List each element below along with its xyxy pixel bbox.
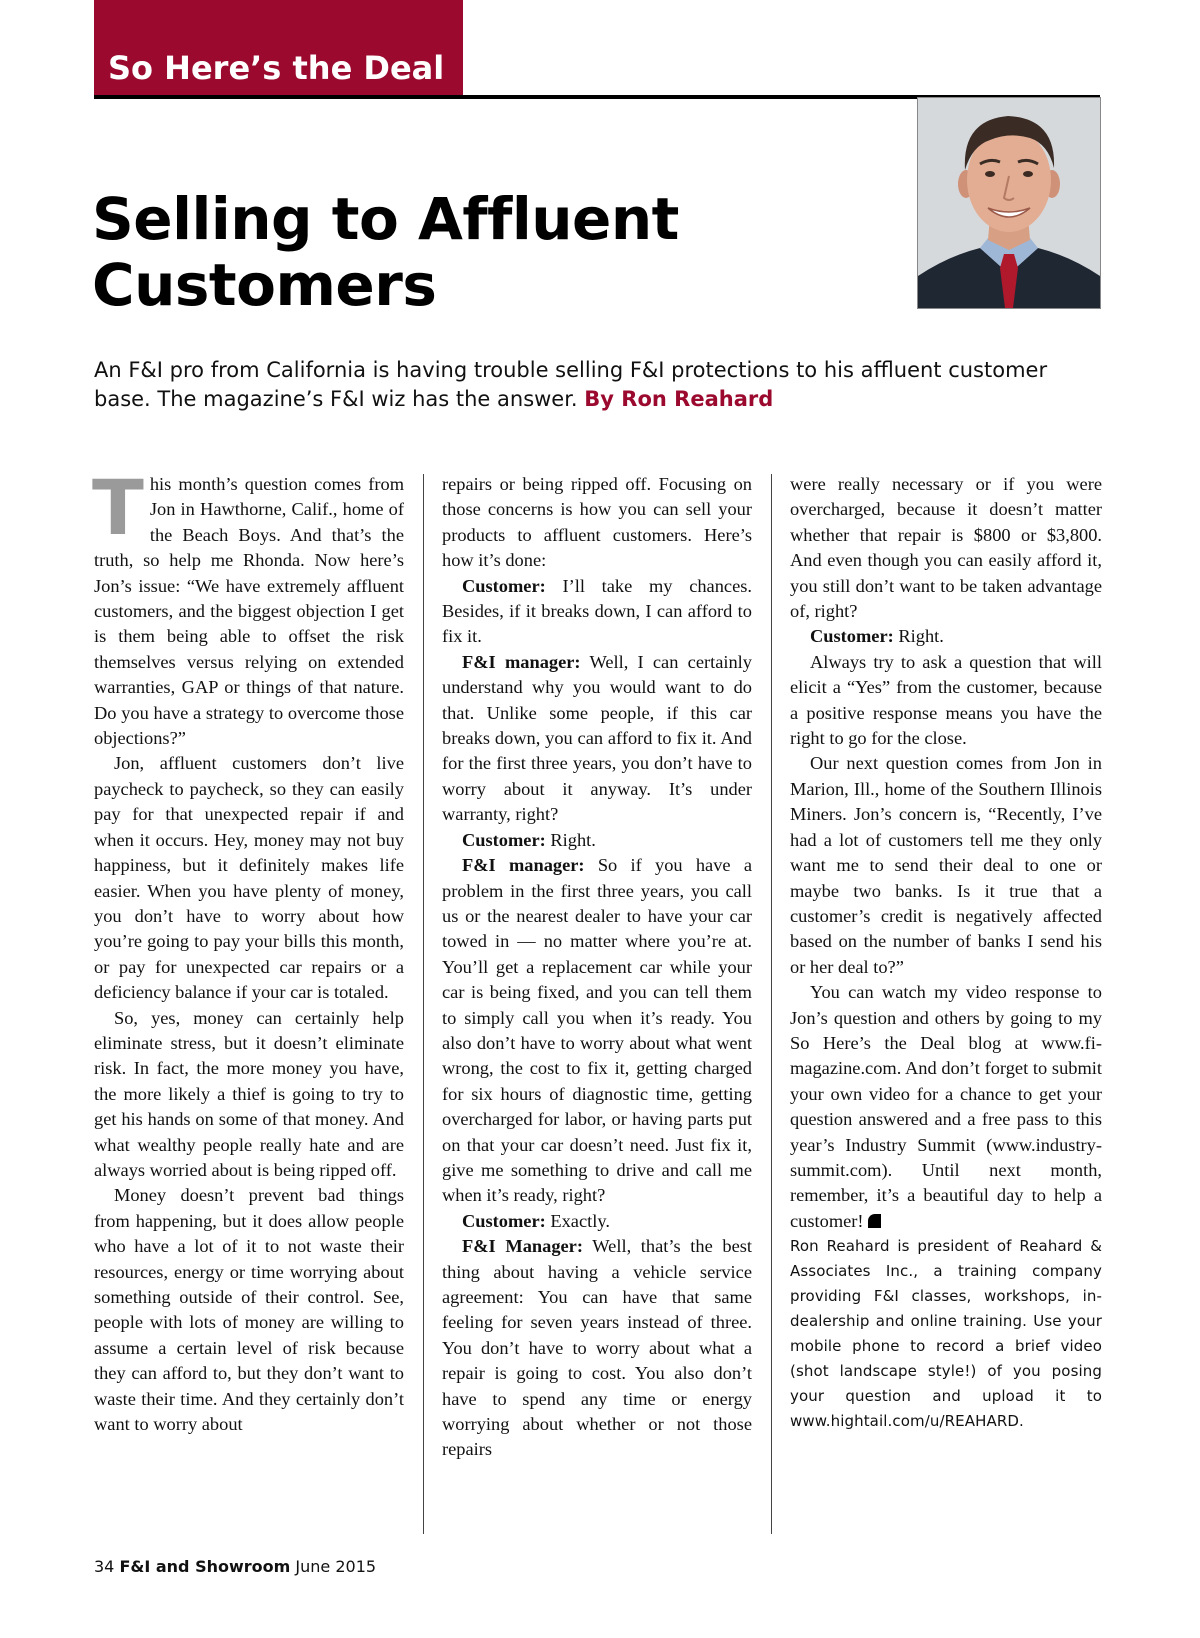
speaker-label: Customer: [462,829,546,850]
deck-text: An F&I pro from California is having trouble selling F&I protections to his affluent customer base. The magazine’s F&I wiz has the answer. [94,358,1048,411]
issue-date: June 2015 [295,1557,377,1576]
speaker-label: F&I manager: [462,855,585,876]
body-paragraph: repairs or being ripped off. Focusing on those concerns is how you can sell your products to affluent customers. Here’s how it’s done: [442,474,752,571]
body-paragraph: Money doesn’t prevent bad things from happening, but it does allow people who have a lot of it to not waste their resources, energy or time worrying about something outside of their control. See, people with lots of money are willing to assume a certain level of risk because they can afford to, but they don’t want to waste their time. And they certainly don’t want to worry about [94,1185,404,1435]
article-deck [94,356,1104,414]
author-photo-illustration [918,98,1100,308]
body-paragraph: were really necessary or if you were overcharged, because it doesn’t matter whether that repair is $800 or $3,800. And even though you can easily afford it, you still don’t want to be taken advantage of, right? [790,474,1102,622]
byline: By Ron Reahard [584,387,774,411]
drop-cap: T [92,463,144,552]
dialogue-text: I’ll take my chances. Besides, if it breaks down, I can afford to fix it. [442,575,752,647]
dialogue-paragraph [442,1234,752,1463]
section-label: So Here’s the Deal [108,49,445,87]
body-paragraph [790,980,1102,1234]
body-column-1 [92,463,404,1437]
body-paragraph: So, yes, money can certainly help eliminate stress, but it doesn’t eliminate risk. In fact, the more money you have, the more likely a thief is going to try to get his hands on some of that money. And what wealthy people really hate and are always worried about is being ripped off. [94,1007,404,1180]
body-column-3 [790,472,1102,1434]
body-paragraph [92,463,404,751]
dialogue-text: Well, I can certainly understand why you would want to do that. Unlike some people, if this car breaks down, you can afford to fix it. And for the first three years, you don’t have to worry about it anyway. It’s under warranty, right? [442,651,752,825]
column-divider [423,474,424,1534]
body-column-2 [442,472,752,1463]
dialogue-paragraph [442,650,752,828]
speaker-label: Customer: [462,575,546,596]
paragraph-text: You can watch my video response to Jon’s question and others by going to my So Here’s the Deal blog at www.fi-magazine.com. And don’t forget to submit your own video for a chance to get your question answered and a free pass to this year’s Industry Summit (www.industry-summit.com). Until next month, remember, it’s a beautiful day to help a customer! [790,982,1102,1231]
dialogue-paragraph [442,1209,752,1234]
body-paragraph: Our next question comes from Jon in Marion, Ill., home of the Southern Illinois Miners. Jon’s concern is, “Recently, I’ve had a lot of customers tell me they only want me to send their deal to one or maybe two banks. Is it true that a customer’s credit is negatively affected based on the number of banks I send his or her deal to?” [790,753,1102,977]
dialogue-text: Exactly. [550,1210,610,1231]
page-footer [94,1557,376,1576]
dialogue-paragraph [442,574,752,650]
article-headline: Selling to Affluent Customers [92,185,679,319]
speaker-label: Customer: [462,1210,546,1231]
speaker-label: Customer: [810,626,894,647]
section-tab [94,0,463,95]
body-paragraph: Always try to ask a question that will elicit a “Yes” from the customer, because a positive response means you have the right to go for the close. [790,651,1102,749]
dialogue-text: Right. [898,626,944,647]
dialogue-text: So if you have a problem in the first three years, you call us or the nearest dealer to have your car towed in — no matter where you’re at. You’ll get a replacement car while your car is being fixed, and you can tell them to simply call you when it’s ready. You also don’t have to worry about what went wrong, the cost to fix it, getting charged for six hours of diagnostic time, getting overcharged for labor, or having parts put on that your car doesn’t need. Just fix it, give me something to drive and call me when it’s ready, right? [442,855,752,1206]
dialogue-text: Well, that’s the best thing about having a vehicle service agreement: You can have that same feeling for seven years instead of three. You don’t have to worry about what a repair is going to cost. You also don’t have to spend any time or energy worrying about whether or not those repairs [442,1236,753,1460]
dialogue-paragraph [442,828,752,853]
author-bio: Ron Reahard is president of Reahard & Associates Inc., a training company providing F&I classes, workshops, in-dealership and online training. Use your mobile phone to record a brief video (shot landscape style!) of you posing your question and upload it to www.hightail.com/u/REAHARD. [790,1237,1102,1431]
publication-name: F&I and Showroom [119,1557,291,1576]
speaker-label: F&I manager: [462,651,581,672]
end-of-article-icon [868,1214,881,1228]
dialogue-text: Right. [550,829,596,850]
paragraph-text: his month’s question comes from Jon in Hawthorne, Calif., home of the Beach Boys. And that’s the truth, so help me Rhonda. Now here’s Jon’s issue: “We have extremely affluent customers, and the biggest objection I get is them being able to offset the risk themselves versus relying on extended warranties, GAP or things of that nature. Do you have a strategy to overcome those objections?” [94,474,404,749]
speaker-label: F&I Manager: [462,1236,583,1257]
dialogue-paragraph [442,853,752,1209]
dialogue-paragraph [790,624,1102,649]
body-paragraph: Jon, affluent customers don’t live paycheck to paycheck, so they can easily pay for that unexpected repair if and when it occurs. Hey, money may not buy happiness, but it definitely makes life easier. When you have plenty of money, you don’t have to worry about how you’re going to pay your bills this month, or pay for unexpected car repairs or a deficiency balance if your car is totaled. [94,753,404,1003]
author-photo [918,98,1100,308]
column-divider [771,474,772,1534]
page-number: 34 [94,1557,115,1576]
